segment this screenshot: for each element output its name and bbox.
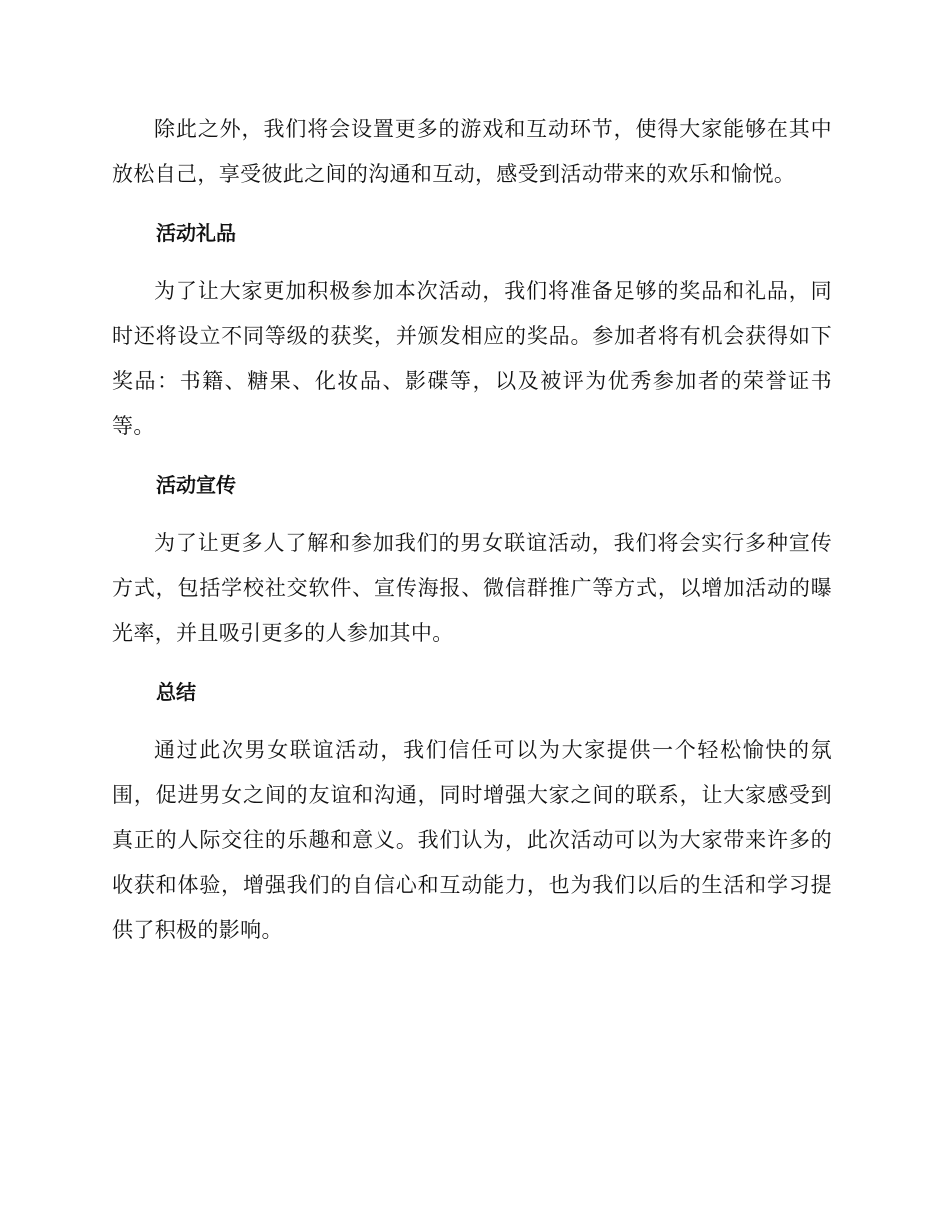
heading-summary: 总结 (156, 680, 196, 704)
heading-gifts: 活动礼品 (156, 221, 236, 245)
heading-promotion: 活动宣传 (156, 473, 236, 497)
paragraph-extra-activities: 除此之外，我们将会设置更多的游戏和互动环节，使得大家能够在其中放松自己，享受彼此之间的沟通和互动，感受到活动带来的欢乐和愉悦。 (112, 117, 832, 186)
paragraph-gifts: 为了让大家更加积极参加本次活动，我们将准备足够的奖品和礼品，同时还将设立不同等级的获奖，并颁发相应的奖品。参加者将有机会获得如下奖品：书籍、糖果、化妆品、影碟等，以及被评为优秀参加者的荣誉证书等。 (112, 279, 832, 438)
paragraph-summary: 通过此次男女联谊活动，我们信任可以为大家提供一个轻松愉快的氛围，促进男女之间的友谊和沟通，同时增强大家之间的联系，让大家感受到真正的人际交往的乐趣和意义。我们认为，此次活动可以为大家带来许多的收获和体验，增强我们的自信心和互动能力，也为我们以后的生活和学习提供了积极的影响。 (112, 738, 832, 942)
paragraph-promotion: 为了让更多人了解和参加我们的男女联谊活动，我们将会实行多种宣传方式，包括学校社交软件、宣传海报、微信群推广等方式，以增加活动的曝光率，并且吸引更多的人参加其中。 (112, 531, 832, 645)
document-body (112, 107, 832, 953)
